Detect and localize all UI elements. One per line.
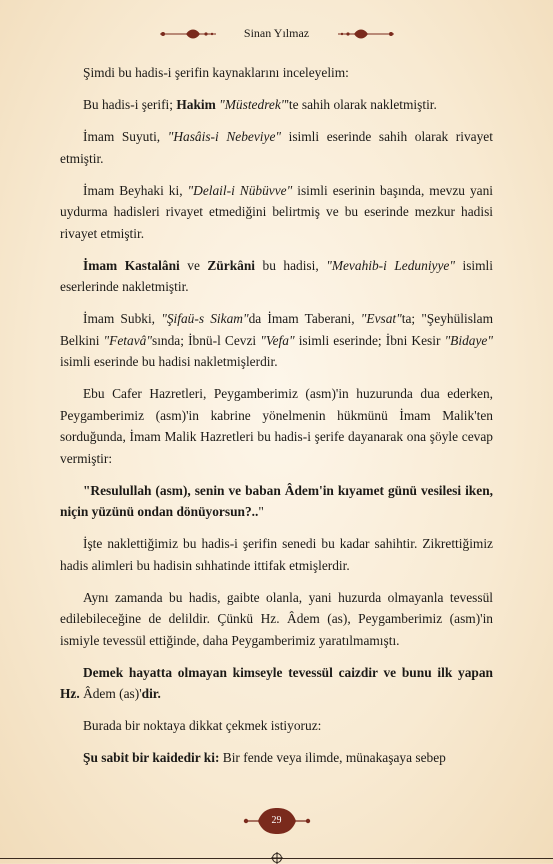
italic-title: "Şifaü-s Sikam": [161, 311, 249, 326]
bold-run: Demek hayatta olmayan kimseyle tevessül caizdir ve bunu ilk yapan Hz.: [60, 664, 493, 701]
italic-title: "Müstedrek": [219, 97, 287, 112]
text-run: Aynı zamanda bu hadis, gaibte olanla, yani huzurda olmayanla tevessül edilebileceğine de delildir. Çünkü Hz. Âdem (as), Peygamberimiz (asm)'in ismiyle tevessül ettiğinde, daha Peygamberimiz yaratılmamıştı.: [60, 589, 493, 648]
text-run: isimli eserinin başında, mevzu yani uydurma hadisleri rivayet etmediğini belirtmiş ve bu eserinde mezkur hadisi rivayet etmiştir.: [60, 182, 493, 241]
bold-run: "Resulullah (asm), senin ve baban Âdem'in kıyamet günü vesilesi iken, niçin yüzünü ondan dönüyorsun?..: [60, 482, 493, 519]
paragraph: [60, 662, 493, 705]
text-run: Bir fende veya ilimde, münakaşaya sebep: [219, 750, 446, 765]
page-number-ornament: [0, 806, 553, 836]
text-run: İşte naklettiğimiz bu hadis-i şerifin senedi bu kadar sahihtir. Zikrettiğimiz hadis alimleri bu hadisin sıhhatinde ittifak etmişlerdir.: [60, 536, 493, 573]
registration-mark-icon: [270, 852, 284, 864]
text-run: ": [258, 504, 264, 519]
text-run: isimli eserinde sahih olarak rivayet etmiştir.: [60, 129, 493, 166]
text-run: isimli eserlerinde nakletmiştir.: [60, 257, 493, 294]
bold-run: İmam Kastalâni: [83, 257, 180, 273]
text-run: Şimdi bu hadis-i şerifin kaynaklarını inceleyelim:: [83, 65, 349, 80]
bold-run: dir.: [141, 686, 161, 701]
bold-run: Hakim: [176, 97, 216, 112]
paragraph: [60, 94, 493, 116]
page-number: 29: [271, 815, 282, 826]
paragraph: [60, 255, 493, 298]
bold-run: Şu sabit bir kaidedir ki:: [83, 750, 220, 765]
text-run: isimli eserinde bu hadisi nakletmişlerdir.: [60, 354, 278, 369]
text-run: bu hadisi,: [255, 257, 327, 273]
text-run: İmam Suyuti,: [83, 129, 168, 144]
text-run: Burada bir noktaya dikkat çekmek istiyoruz:: [83, 718, 322, 733]
paragraph: [60, 62, 493, 84]
text-run: İmam Subki,: [83, 311, 162, 326]
header-title: Sinan Yılmaz: [243, 26, 310, 40]
paragraph: [60, 383, 493, 469]
italic-title: "Delail-i Nübüvve": [187, 182, 293, 198]
paragraph: [60, 480, 493, 523]
bold-run: Zürkâni: [207, 257, 256, 273]
paragraph: [60, 308, 493, 373]
paragraph: [60, 715, 493, 737]
text-run: 'te sahih olarak nakletmiştir.: [286, 97, 437, 112]
paragraph: [60, 126, 493, 169]
text-run: İmam Beyhaki ki,: [83, 182, 188, 198]
italic-title: "Vefa": [260, 332, 295, 348]
italic-title: "Fetavâ": [103, 332, 152, 348]
italic-title: "Evsat": [360, 311, 402, 326]
right-header-ornament: [338, 28, 394, 40]
paragraph: [60, 747, 493, 769]
text-run: isimli eserinde; İbni Kesir: [294, 332, 445, 348]
text-run: Âdem (as)': [79, 686, 142, 701]
text-run: Ebu Cafer Hazretleri, Peygamberimiz (asm)'in huzurunda dua ederken, Peygamberimiz (asm)'in kabrine yönelmenin hükmünü İmam Malik'ten sorduğunda, İmam Malik Hazretleri bu hadis-i şerife dayanarak ona şöyle cevap vermiştir:: [60, 386, 493, 466]
paragraph: [60, 180, 493, 245]
italic-title: "Hasâis-i Nebeviye": [167, 129, 282, 144]
paragraph: [60, 533, 493, 576]
text-run: da İmam Taberani,: [248, 311, 361, 326]
italic-title: "Bidaye": [444, 332, 493, 348]
text-run: ta; "Şeyhülislam Belkini: [60, 311, 494, 348]
text-run: sında; İbnü-l Cevzi: [151, 332, 261, 348]
body-text: [60, 62, 493, 779]
paragraph: [60, 587, 493, 652]
text-run: ve: [179, 257, 208, 273]
text-run: Bu hadis-i şerifi;: [83, 97, 177, 112]
running-header: [0, 24, 553, 44]
italic-title: "Mevahib-i Leduniyye": [326, 257, 455, 273]
